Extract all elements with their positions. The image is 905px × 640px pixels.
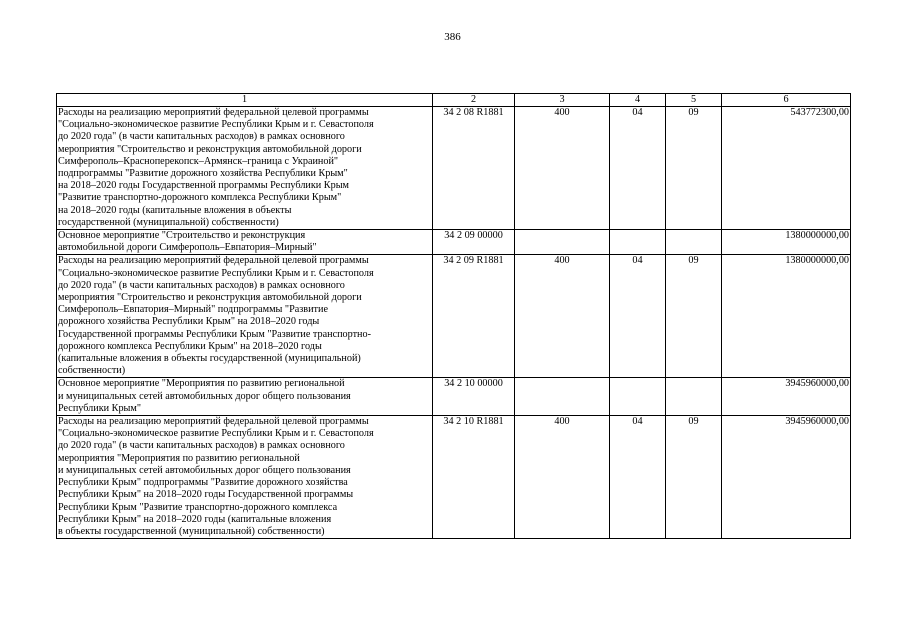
row-col-3: 400 <box>515 255 610 378</box>
table-row <box>57 255 851 378</box>
table-row <box>57 230 851 255</box>
header-col-2: 2 <box>433 94 515 107</box>
row-name: Расходы на реализацию мероприятий федеральной целевой программы "Социально-экономическое развитие Республики Крым и г. Севастополя до 2020 года" (в части капитальных расходов) в рамках основного мероприятия "Строительство и реконструкция автомобильной дороги Симферополь–Красноперекопск–Армянск–граница с Украиной" подпрограммы "Развитие дорожного хозяйства Республики Крым" на 2018–2020 годы Государственной программы Республики Крым "Развитие транспортно-дорожного комплекса Республики Крым" на 2018–2020 годы (капитальные вложения в объекты государственной (муниципальной) собственности) <box>57 107 433 230</box>
row-col-4: 04 <box>610 107 666 230</box>
header-col-3: 3 <box>515 94 610 107</box>
row-col-4: 04 <box>610 255 666 378</box>
row-code: 34 2 09 R1881 <box>433 255 515 378</box>
row-name: Расходы на реализацию мероприятий федеральной целевой программы "Социально-экономическое развитие Республики Крым и г. Севастополя до 2020 года" (в части капитальных расходов) в рамках основного мероприятия "Мероприятия по развитию региональной и муниципальных сетей автомобильных дорог общего пользования Республики Крым" подпрограммы "Развитие дорожного хозяйства Республики Крым" на 2018–2020 годы Государственной программы Республики Крым "Развитие транспортно-дорожного комплекса Республики Крым" на 2018–2020 годы (капитальные вложения в объекты государственной (муниципальной) собственности) <box>57 416 433 539</box>
row-col-3 <box>515 378 610 416</box>
row-amount: 3945960000,00 <box>722 416 851 539</box>
row-amount: 1380000000,00 <box>722 255 851 378</box>
table-row <box>57 107 851 230</box>
row-col-5: 09 <box>666 255 722 378</box>
row-code: 34 2 08 R1881 <box>433 107 515 230</box>
row-name: Основное мероприятие "Мероприятия по развитию региональной и муниципальных сетей автомобильных дорог общего пользования Республики Крым" <box>57 378 433 416</box>
row-name: Расходы на реализацию мероприятий федеральной целевой программы "Социально-экономическое развитие Республики Крым и г. Севастополя до 2020 года" (в части капитальных расходов) в рамках основного мероприятия "Строительство и реконструкция автомобильной дороги Симферополь–Евпатория–Мирный" подпрограммы "Развитие дорожного хозяйства Республики Крым" на 2018–2020 годы Государственной программы Республики Крым "Развитие транспортно- дорожного комплекса Республики Крым" на 2018–2020 годы (капитальные вложения в объекты государственной (муниципальной) собственности) <box>57 255 433 378</box>
budget-table <box>56 93 851 539</box>
row-col-3: 400 <box>515 107 610 230</box>
page-number: 386 <box>444 31 461 43</box>
table-header <box>57 94 851 107</box>
row-amount: 1380000000,00 <box>722 230 851 255</box>
row-amount: 543772300,00 <box>722 107 851 230</box>
row-code: 34 2 09 00000 <box>433 230 515 255</box>
row-code: 34 2 10 00000 <box>433 378 515 416</box>
table-row <box>57 416 851 539</box>
header-col-5: 5 <box>666 94 722 107</box>
row-amount: 3945960000,00 <box>722 378 851 416</box>
row-col-4 <box>610 378 666 416</box>
table-row <box>57 378 851 416</box>
row-col-3 <box>515 230 610 255</box>
row-col-5 <box>666 230 722 255</box>
table-body <box>57 107 851 539</box>
row-col-5: 09 <box>666 107 722 230</box>
row-col-4: 04 <box>610 416 666 539</box>
header-row <box>57 94 851 107</box>
row-name: Основное мероприятие "Строительство и реконструкция автомобильной дороги Симферополь–Евпатория–Мирный" <box>57 230 433 255</box>
row-col-5: 09 <box>666 416 722 539</box>
row-col-3: 400 <box>515 416 610 539</box>
row-code: 34 2 10 R1881 <box>433 416 515 539</box>
row-col-4 <box>610 230 666 255</box>
header-col-6: 6 <box>722 94 851 107</box>
header-col-4: 4 <box>610 94 666 107</box>
header-col-1: 1 <box>57 94 433 107</box>
row-col-5 <box>666 378 722 416</box>
